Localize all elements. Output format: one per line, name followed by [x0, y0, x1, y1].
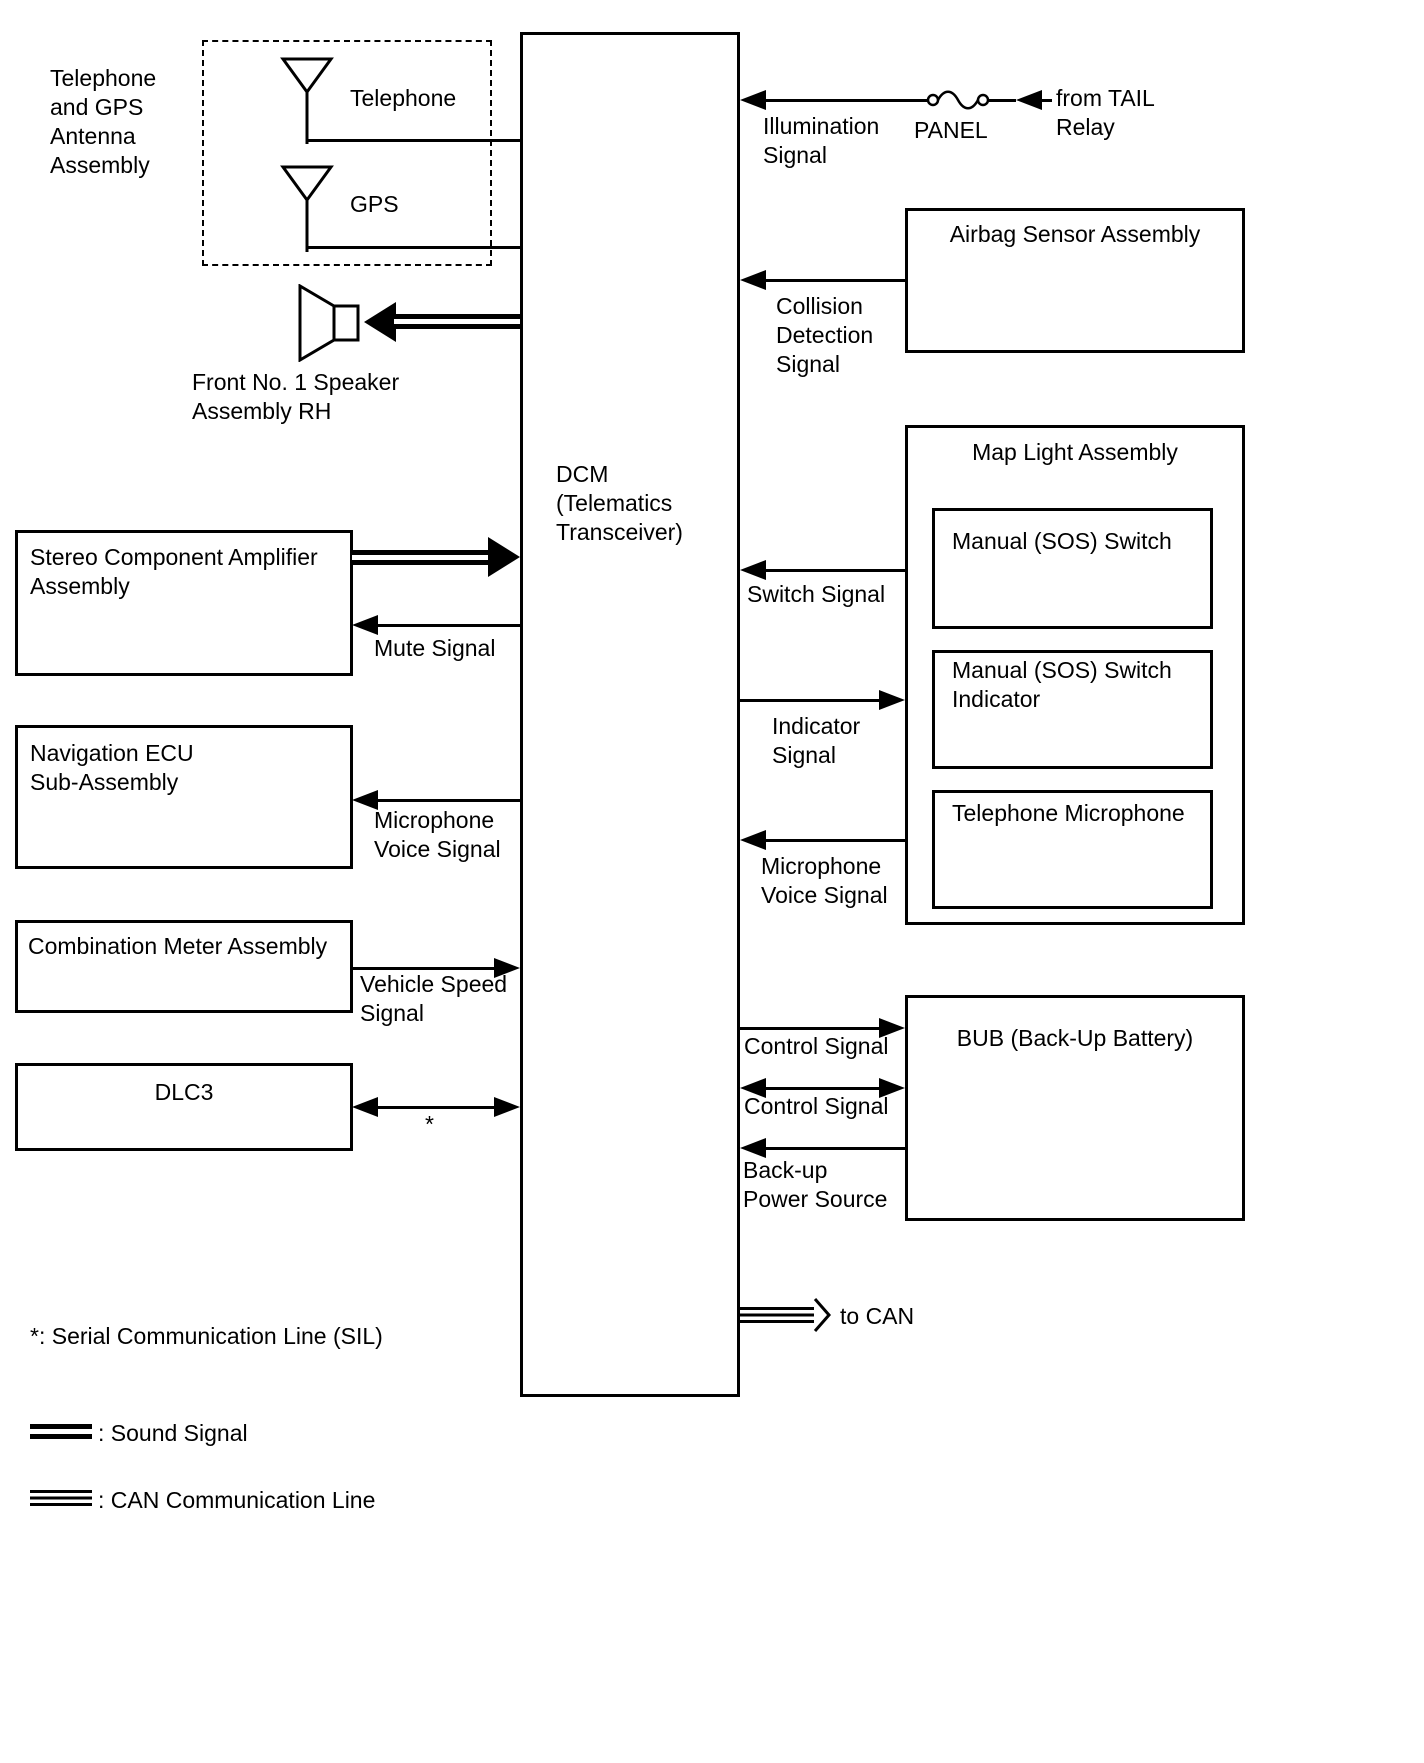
legend-can-label: : CAN Communication Line — [98, 1487, 376, 1513]
illumination-signal-label — [763, 112, 879, 170]
serial-line-right-arrowhead — [494, 1097, 520, 1117]
telephone-antenna-label: Telephone — [350, 85, 457, 111]
antenna-assembly-label-line2: and GPS — [50, 94, 144, 120]
collision-signal-line — [764, 279, 905, 282]
sos-indicator-label-line2: Indicator — [952, 686, 1041, 712]
backup-power-label-line2: Power Source — [743, 1186, 888, 1212]
antenna-assembly-label-line3: Antenna — [50, 123, 136, 149]
gps-antenna-icon — [280, 164, 334, 252]
fuse-panel-label: PANEL — [914, 117, 988, 143]
indicator-signal-label-line2: Signal — [772, 742, 836, 768]
navigation-ecu-label-line2: Sub-Assembly — [30, 769, 179, 795]
speed-signal-label — [360, 970, 507, 1028]
antenna-assembly-box — [202, 40, 492, 266]
mic-voice-left-label — [374, 806, 501, 864]
mic-voice-right-label-line2: Voice Signal — [761, 882, 888, 908]
collision-signal-arrowhead — [740, 270, 766, 290]
stereo-amplifier-label-line1: Stereo Component Amplifier — [30, 544, 318, 570]
dcm-box — [520, 32, 740, 1397]
illumination-line-c — [1040, 99, 1052, 102]
to-can-label: to CAN — [840, 1303, 915, 1329]
serial-line — [374, 1106, 498, 1109]
speed-signal-label-line2: Signal — [360, 1000, 424, 1026]
collision-signal-label-line2: Detection — [776, 322, 874, 348]
dcm-label — [556, 460, 683, 547]
legend-serial-note: *: Serial Communication Line (SIL) — [30, 1323, 383, 1349]
sound-signal-amp-line — [352, 550, 490, 565]
indicator-signal-label — [772, 712, 860, 770]
tail-relay-label-line1: from TAIL — [1056, 85, 1155, 111]
backup-power-label — [743, 1156, 887, 1214]
navigation-ecu-label-line1: Navigation ECU — [30, 740, 194, 766]
serial-line-note-mark: * — [425, 1111, 434, 1137]
control-signal-1-line — [740, 1027, 881, 1030]
sound-signal-speaker-arrowhead — [364, 302, 396, 342]
dcm-label-line1: DCM — [556, 461, 609, 487]
backup-power-line — [764, 1147, 905, 1150]
collision-signal-label-line1: Collision — [776, 293, 863, 319]
antenna-assembly-label-line1: Telephone — [50, 65, 157, 91]
illumination-arrowhead — [740, 90, 766, 110]
antenna-assembly-label — [50, 64, 156, 180]
mic-voice-left-label-line1: Microphone — [374, 807, 495, 833]
sound-signal-speaker-line — [394, 314, 520, 329]
mic-voice-left-label-line2: Voice Signal — [374, 836, 501, 862]
telephone-microphone-label: Telephone Microphone — [952, 800, 1185, 826]
sos-indicator-label-line1: Manual (SOS) Switch — [952, 657, 1172, 683]
control-signal-2-label: Control Signal — [744, 1093, 889, 1119]
dlc3-label: DLC3 — [154, 1079, 214, 1105]
mute-signal-label: Mute Signal — [374, 635, 496, 661]
legend-sound-swatch — [30, 1424, 92, 1439]
airbag-label: Airbag Sensor Assembly — [949, 221, 1201, 247]
switch-signal-line — [764, 569, 905, 572]
tail-relay-label-line2: Relay — [1056, 114, 1115, 140]
indicator-signal-label-line1: Indicator — [772, 713, 861, 739]
dcm-label-line2: (Telematics — [556, 490, 673, 516]
gps-antenna-label: GPS — [350, 191, 399, 217]
switch-signal-label: Switch Signal — [747, 581, 886, 607]
bub-label: BUB (Back-Up Battery) — [956, 1025, 1194, 1051]
speaker-label-line1: Front No. 1 Speaker — [192, 369, 400, 395]
can-chevron-icon — [812, 1296, 834, 1334]
navigation-ecu-label — [30, 739, 194, 797]
illumination-line-a — [764, 99, 928, 102]
legend-can-swatch — [30, 1490, 92, 1506]
control-signal-2-line — [764, 1087, 881, 1090]
fuse-icon — [926, 86, 990, 114]
mic-voice-right-arrowhead — [740, 830, 766, 850]
illumination-signal-label-line1: Illumination — [763, 113, 880, 139]
mic-voice-right-line — [764, 839, 905, 842]
mic-voice-left-line — [374, 799, 520, 802]
legend-sound-label: : Sound Signal — [98, 1420, 248, 1446]
stereo-amplifier-label-line2: Assembly — [30, 573, 130, 599]
backup-power-arrowhead — [740, 1138, 766, 1158]
dcm-label-line3: Transceiver) — [556, 519, 683, 545]
collision-signal-label-line3: Signal — [776, 351, 840, 377]
antenna-assembly-label-line4: Assembly — [50, 152, 150, 178]
speed-signal-label-line1: Vehicle Speed — [360, 971, 508, 997]
tail-relay-arrowhead — [1016, 90, 1042, 110]
backup-power-label-line1: Back-up — [743, 1157, 828, 1183]
dlc3-box — [15, 1063, 353, 1151]
sound-signal-amp-arrowhead — [488, 537, 520, 577]
mute-signal-line — [374, 624, 520, 627]
sos-indicator-label — [952, 656, 1172, 714]
can-line — [740, 1307, 814, 1323]
telephone-antenna-line — [306, 139, 520, 142]
illumination-signal-label-line2: Signal — [763, 142, 827, 168]
illumination-line-b — [988, 99, 1016, 102]
mic-voice-right-label-line1: Microphone — [761, 853, 882, 879]
collision-signal-label — [776, 292, 873, 379]
telephone-antenna-icon — [280, 56, 334, 144]
stereo-amplifier-label — [30, 543, 318, 601]
sos-switch-label: Manual (SOS) Switch — [952, 528, 1172, 554]
gps-antenna-line — [306, 246, 520, 249]
control-signal-1-label: Control Signal — [744, 1033, 889, 1059]
switch-signal-arrowhead — [740, 560, 766, 580]
mic-voice-right-label — [761, 852, 888, 910]
combination-meter-label: Combination Meter Assembly — [28, 933, 328, 959]
speaker-label-line2: Assembly RH — [192, 398, 332, 424]
speaker-label — [192, 368, 399, 426]
indicator-signal-arrowhead — [879, 690, 905, 710]
speaker-icon — [296, 284, 362, 362]
indicator-signal-line — [740, 699, 881, 702]
tail-relay-label — [1056, 84, 1155, 142]
map-light-label: Map Light Assembly — [972, 439, 1178, 465]
